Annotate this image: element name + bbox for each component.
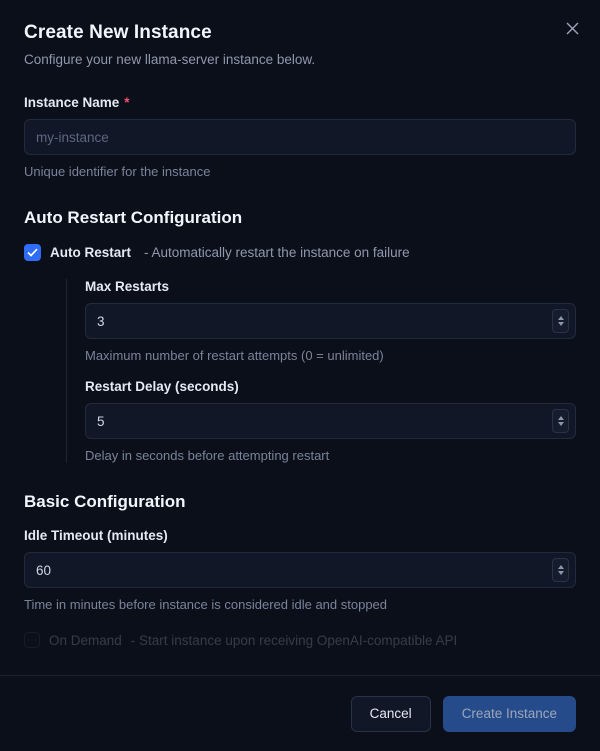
close-glyph — [566, 22, 579, 35]
close-icon[interactable] — [560, 16, 584, 40]
instance-name-helper: Unique identifier for the instance — [24, 164, 211, 179]
restart-delay-input[interactable] — [85, 403, 576, 439]
max-restarts-helper: Maximum number of restart attempts (0 = unlimited) — [85, 348, 384, 363]
auto-restart-subfields — [66, 279, 576, 463]
idle-timeout-helper: Time in minutes before instance is considered idle and stopped — [24, 597, 388, 612]
instance-name-label-text: Instance Name — [24, 95, 120, 110]
page-title: Create New Instance — [24, 22, 212, 43]
cancel-button[interactable]: Cancel — [351, 696, 431, 732]
required-mark: * — [124, 95, 130, 110]
instance-name-label — [24, 95, 576, 110]
restart-delay-stepper[interactable] — [552, 409, 569, 433]
basic-section-title: Basic Configuration — [24, 492, 186, 511]
on-demand-description: - Start instance upon receiving OpenAI-compatible API — [130, 632, 458, 648]
auto-restart-description: - Automatically restart the instance on failure — [144, 245, 410, 260]
on-demand-checkbox[interactable] — [24, 632, 40, 648]
check-icon — [27, 248, 38, 257]
idle-timeout-field — [24, 552, 576, 588]
on-demand-label[interactable]: On Demand — [49, 632, 122, 648]
auto-restart-checkbox-row[interactable] — [24, 244, 576, 261]
dialog-subtitle: Configure your new llama-server instance below. — [24, 52, 316, 67]
stepper-down-icon[interactable] — [558, 571, 564, 575]
restart-delay-field — [67, 403, 576, 439]
max-restarts-stepper[interactable] — [552, 309, 569, 333]
create-instance-button[interactable]: Create Instance — [443, 696, 576, 732]
auto-restart-checkbox[interactable] — [24, 244, 41, 261]
stepper-down-icon[interactable] — [558, 322, 564, 326]
stepper-down-icon[interactable] — [558, 422, 564, 426]
auto-restart-section-title: Auto Restart Configuration — [24, 208, 243, 227]
restart-delay-label: Restart Delay (seconds) — [85, 379, 239, 394]
max-restarts-field — [67, 303, 576, 339]
stepper-up-icon[interactable] — [558, 565, 564, 569]
stepper-up-icon[interactable] — [558, 416, 564, 420]
restart-delay-helper: Delay in seconds before attempting restart — [85, 448, 330, 463]
max-restarts-input[interactable] — [85, 303, 576, 339]
max-restarts-label: Max Restarts — [85, 279, 170, 294]
idle-timeout-input[interactable] — [24, 552, 576, 588]
dialog-footer — [0, 675, 600, 751]
on-demand-checkbox-row[interactable] — [24, 632, 576, 648]
stepper-up-icon[interactable] — [558, 316, 564, 320]
idle-timeout-stepper[interactable] — [552, 558, 569, 582]
auto-restart-label[interactable]: Auto Restart — [50, 245, 132, 260]
instance-name-input[interactable] — [24, 119, 576, 155]
idle-timeout-label: Idle Timeout (minutes) — [24, 528, 168, 543]
